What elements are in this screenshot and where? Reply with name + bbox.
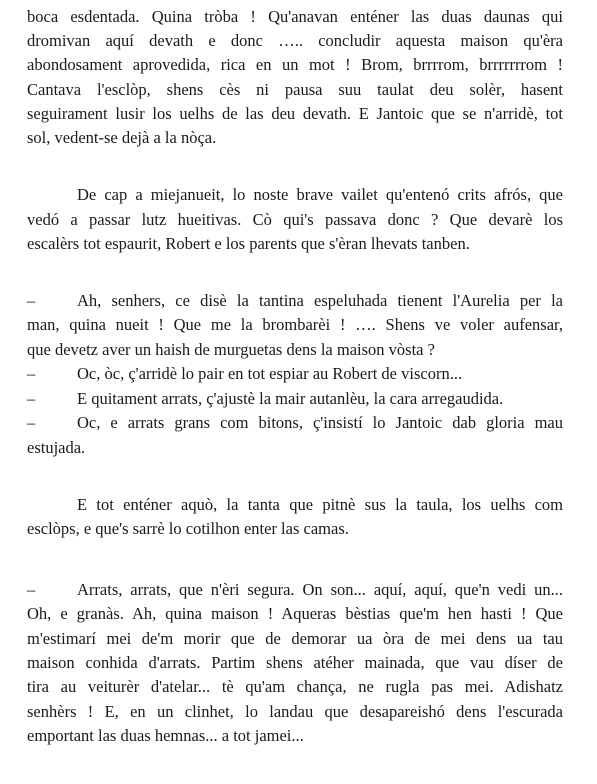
text-line: sol, vedent-se dejà a la nòça. — [27, 128, 217, 147]
dialogue-dash: – — [27, 413, 36, 432]
text-line: boca esdentada. Quina tròba ! Qu'anavan enténer las duas daunas qui — [27, 7, 563, 26]
text-line: Arrats, arrats, que n'èri segura. On son... aquí, aquí, que'n vedi un... — [77, 580, 563, 599]
text-line: Oh, e granàs. Ah, quina maison ! Aqueras bèstias que'm hen hasti ! Que — [27, 604, 563, 623]
text-line: emportant las duas hemnas... a tot jamei... — [27, 726, 304, 745]
text-line: maison conhida d'arrats. Partim shens atéher mainada, que vau díser de — [27, 653, 563, 672]
dialogue-dash: – — [27, 364, 36, 383]
text-line: man, quina nueit ! Que me la brombarèi ! …. Shens ve voler aufensar, — [27, 315, 563, 334]
text-line: dromivan aquí devath e donc ….. concludir aquesta maison qu'èra — [27, 31, 563, 50]
text-line: vedó a passar lutz hueitivas. Cò qui's passava donc ? Que devarè los — [27, 210, 563, 229]
text-line: E quitament arrats, ç'ajustè la mair autanlèu, la cara arregaudida. — [77, 389, 504, 408]
text-line: esclòps, e que's sarrè lo cotilhon enter las camas. — [27, 519, 349, 538]
text-line: E tot enténer aquò, la tanta que pitnè sus la taula, los uelhs com — [77, 495, 563, 514]
text-line: Cantava l'esclòp, shens cès ni pausa suu taulat deu solèr, hasent — [27, 80, 563, 99]
text-line: De cap a miejanueit, lo noste brave vailet qu'entenó crits afrós, que — [77, 185, 563, 204]
text-line: escalèrs tot espaurit, Robert e los parents que s'èran lhevats tanben. — [27, 234, 470, 253]
text-line: que devetz aver un haish de murguetas dens la maison vòsta ? — [27, 340, 435, 359]
text-line: Oc, òc, ç'arridè lo pair en tot espiar au Robert de viscorn... — [77, 364, 463, 383]
text-line: tira au veiturèr d'atelar... tè qu'am chança, ne rugla pas mei. Adishatz — [27, 677, 563, 696]
text-line: Ah, senhers, ce disè la tantina espeluhada tienent l'Aurelia per la — [77, 291, 563, 310]
text-line: m'estimarí mei de'm morir que de demorar ua òra de mei dens ua tau — [27, 629, 563, 648]
text-line: estujada. — [27, 438, 86, 457]
dialogue-dash: – — [27, 389, 36, 408]
text-line: senhèrs ! E, en un clinhet, lo landau que desapareishó dens l'escurada — [27, 702, 563, 721]
dialogue-dash: – — [27, 291, 36, 310]
text-line: seguirament lusir los uelhs de las deu devath. E Jantoic que se n'arridè, tot — [27, 104, 563, 123]
text-line: abondosament aprovedida, rica en un mot ! Brom, brrrrom, brrrrrrrom ! — [27, 55, 563, 74]
dialogue-dash: – — [27, 580, 36, 599]
text-line: Oc, e arrats grans com bitons, ç'insistí lo Jantoic dab gloria mau — [77, 413, 563, 432]
